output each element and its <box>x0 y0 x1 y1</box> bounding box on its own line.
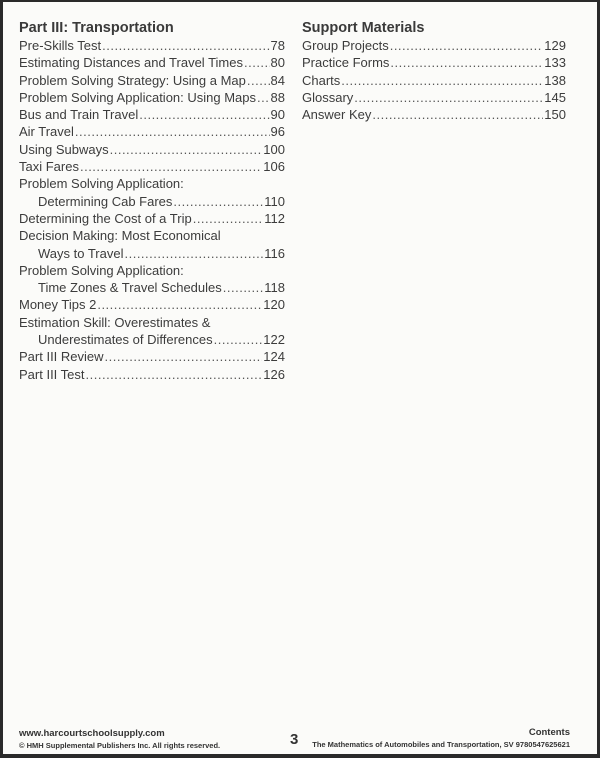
toc-entry-page: 78 <box>270 38 285 53</box>
toc-entry-page: 112 <box>264 210 285 226</box>
footer-right <box>312 727 570 750</box>
toc-entry-row <box>19 366 285 383</box>
toc-entry-row <box>19 158 285 175</box>
toc-entry-page: 126 <box>263 366 285 382</box>
dot-leader <box>223 279 264 296</box>
toc-entry-row <box>19 296 285 313</box>
dot-leader <box>173 193 263 210</box>
support-materials-toc <box>302 19 566 123</box>
toc-entry-page: 110 <box>264 193 285 209</box>
dot-leader <box>75 123 270 140</box>
toc-entry <box>19 37 285 54</box>
toc-entry-page: 133 <box>544 55 566 71</box>
toc-entry-page: 88 <box>270 89 285 105</box>
toc-entry-page: 118 <box>264 280 285 296</box>
toc-entry <box>19 141 285 158</box>
toc-entry-heading: Problem Solving Application: <box>19 176 184 192</box>
toc-entry-title: Answer Key <box>302 107 372 123</box>
toc-entry-row <box>302 89 566 106</box>
running-section: Contents <box>528 727 570 738</box>
toc-entry-heading: Decision Making: Most Economical <box>19 228 221 244</box>
dot-leader <box>110 141 263 158</box>
toc-entry-title: Problem Solving Application: Using Maps <box>19 89 257 105</box>
toc-entry-page: 96 <box>270 124 285 140</box>
toc-entry <box>302 54 566 71</box>
dot-leader <box>102 37 269 54</box>
toc-entry-page: 106 <box>263 159 285 175</box>
toc-entry-title: Glossary <box>302 89 354 105</box>
dot-leader <box>372 106 543 123</box>
toc-entry-row <box>19 331 285 348</box>
toc-entry <box>19 262 285 297</box>
toc-entry-row <box>302 106 566 123</box>
toc-entry-title: Ways to Travel <box>38 245 124 261</box>
dot-leader <box>390 54 543 71</box>
toc-entry-row <box>19 141 285 158</box>
toc-entry-heading: Estimation Skill: Overestimates & <box>19 314 211 330</box>
dot-leader <box>86 366 263 383</box>
toc-entry-title: Part III Test <box>19 366 85 382</box>
toc-entry <box>19 175 285 210</box>
toc-entry-row <box>19 37 285 54</box>
toc-entry <box>19 54 285 71</box>
dot-leader <box>247 72 270 89</box>
publisher-url[interactable]: www.harcourtschoolsupply.com <box>19 728 165 739</box>
toc-entry-title: Problem Solving Strategy: Using a Map <box>19 72 246 88</box>
toc-entry-page: 80 <box>270 55 285 71</box>
toc-entry-row <box>19 348 285 365</box>
toc-entry-row <box>19 193 285 210</box>
toc-entry-page: 90 <box>270 107 285 123</box>
section-title: Part III: Transportation <box>19 20 174 36</box>
toc-entry-page: 124 <box>263 349 285 365</box>
toc-entry-title: Pre-Skills Test <box>19 38 102 53</box>
toc-entry <box>19 89 285 106</box>
toc-entry-row <box>19 72 285 89</box>
toc-entry <box>302 37 566 54</box>
dot-leader <box>193 210 264 227</box>
section-title: Support Materials <box>302 20 425 36</box>
toc-entry-title: Determining the Cost of a Trip <box>19 210 192 226</box>
toc-entry <box>19 296 285 313</box>
dot-leader <box>80 158 262 175</box>
dot-leader <box>341 72 543 89</box>
copyright: © HMH Supplemental Publishers Inc. All rights reserved. <box>19 741 221 750</box>
toc-entry <box>19 210 285 227</box>
toc-entry <box>302 72 566 89</box>
toc-entry <box>19 314 285 349</box>
toc-entry <box>19 366 285 383</box>
toc-entry-row <box>19 106 285 123</box>
toc-entry-title: Underestimates of Differences <box>38 332 213 348</box>
toc-entry-row <box>302 54 566 71</box>
toc-entry-title: Practice Forms <box>302 55 390 71</box>
book-title: The Mathematics of Automobiles and Transportation, SV 9780547625621 <box>312 740 570 749</box>
toc-entry-page: 116 <box>264 245 285 261</box>
toc-entry-title: Money Tips 2 <box>19 297 97 313</box>
toc-entry-row <box>302 72 566 89</box>
dot-leader <box>390 37 544 54</box>
toc-entry-title: Group Projects <box>302 38 389 53</box>
toc-entry-page: 84 <box>270 72 285 88</box>
dot-leader <box>97 296 262 313</box>
toc-entry-page: 145 <box>544 89 566 105</box>
dot-leader <box>105 348 263 365</box>
toc-entry-title: Bus and Train Travel <box>19 107 139 123</box>
toc-entry-title: Time Zones & Travel Schedules <box>38 280 222 296</box>
dot-leader <box>124 245 263 262</box>
toc-entry <box>302 106 566 123</box>
page-number: 3 <box>290 731 299 748</box>
dot-leader <box>244 54 270 71</box>
document-page <box>3 2 597 754</box>
toc-entry-row <box>19 89 285 106</box>
toc-entry <box>302 89 566 106</box>
toc-entry-row <box>19 210 285 227</box>
toc-entry-heading: Problem Solving Application: <box>19 262 184 278</box>
dot-leader <box>214 331 263 348</box>
toc-entry-row <box>302 37 566 54</box>
toc-entry-title: Estimating Distances and Travel Times <box>19 55 243 71</box>
toc-entry-title: Charts <box>302 72 341 88</box>
toc-entry <box>19 72 285 89</box>
toc-entry-row <box>19 245 285 262</box>
toc-entry-title: Using Subways <box>19 141 109 157</box>
toc-entry-page: 100 <box>263 141 285 157</box>
toc-entry-page: 122 <box>263 332 285 348</box>
toc-entry-row <box>19 279 285 296</box>
part-iii-toc <box>19 19 285 383</box>
dot-leader <box>354 89 543 106</box>
footer-left <box>19 728 220 751</box>
toc-entry-title: Determining Cab Fares <box>38 193 173 209</box>
dot-leader <box>257 89 270 106</box>
toc-entry <box>19 227 285 262</box>
toc-entry-page: 120 <box>263 297 285 313</box>
toc-entry-page: 129 <box>544 38 566 53</box>
toc-entry-row <box>19 123 285 140</box>
toc-entry-row <box>19 54 285 71</box>
toc-entry-page: 138 <box>544 72 566 88</box>
toc-entry-title: Taxi Fares <box>19 159 79 175</box>
dot-leader <box>139 106 269 123</box>
toc-entry-title: Part III Review <box>19 349 104 365</box>
toc-entry <box>19 106 285 123</box>
toc-entry-title: Air Travel <box>19 124 74 140</box>
toc-entry <box>19 348 285 365</box>
toc-entry <box>19 123 285 140</box>
toc-entry <box>19 158 285 175</box>
toc-entry-page: 150 <box>544 107 566 123</box>
